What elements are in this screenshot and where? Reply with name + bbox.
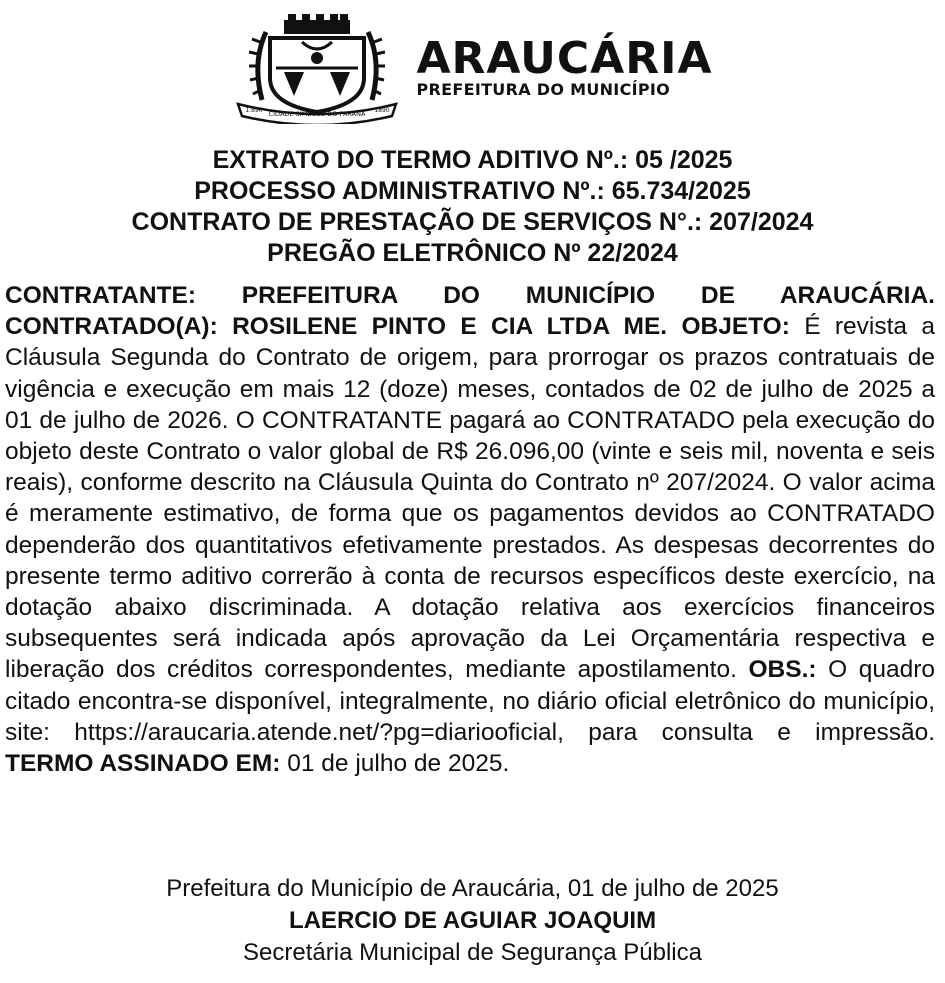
termo-date: 01 de julho de 2025. (287, 750, 510, 778)
brand-name: ARAUCÁRIA (416, 33, 713, 85)
document-titles (0, 145, 945, 269)
contratante-value: PREFEITURA DO MUNICÍPIO DE ARAUCÁRIA. (241, 282, 935, 309)
title-processo: PROCESSO ADMINISTRATIVO Nº.: 65.734/2025 (194, 177, 751, 205)
contratado-label: CONTRATADO(A): (5, 313, 218, 341)
obs-label: OBS.: (748, 656, 817, 684)
objeto-text: É revista a Cláusula Segunda do Contrato de origem, para prorrogar os prazos contratuais de vigência e execução em mais 12 (doze) meses, contados de 02 de julho de 2025 a 01 de julho de 2026. O CONTRATANTE pagará ao CONTRATADO pela execução do objeto deste Contrato o valor global de R$ 26.096,00 (vinte e seis mil, noventa e seis reais), conforme descrito na Cláusula Quinta do Contrato nº 207/2024. O valor acima é meramente estimativo, de forma que os pagamentos devidos ao CONTRATADO dependerão dos quantitativos efetivamente prestados. As despesas decorrentes do presente termo aditivo correrão à conta de recursos específicos deste exercício, na dotação abaixo discriminada. A dotação relativa aos exercícios financeiros subsequentes será indicada após aprovação da Lei Orçamentária respectiva e liberação dos créditos correspondentes, mediante apostilamento. (5, 313, 936, 684)
termo-label: TERMO ASSINADO EM: (5, 750, 281, 778)
place-date: Prefeitura do Município de Araucária, 01 de julho de 2025 (166, 875, 779, 902)
objeto-label: OBJETO: (681, 313, 790, 341)
obs-text: O quadro citado encontra-se disponível, integralmente, no diário oficial eletrônico do município, site: https://araucaria.atende.net/?pg=diariooficial, para consulta e impressão. (5, 656, 936, 746)
extract-body (5, 280, 935, 779)
crest-year-right: 1890 (374, 107, 391, 114)
coat-of-arms-icon (232, 12, 402, 124)
signer-name: LAERCIO DE AGUIAR JOAQUIM (288, 907, 657, 934)
signature-block (0, 873, 945, 969)
letterhead (0, 8, 945, 128)
crest-year-left: 1.890 (245, 107, 264, 114)
brand-subtitle: PREFEITURA DO MUNICÍPIO (416, 80, 671, 100)
title-pregao: PREGÃO ELETRÔNICO Nº 22/2024 (267, 239, 678, 267)
title-contrato: CONTRATO DE PRESTAÇÃO DE SERVIÇOS N°.: 207/2024 (131, 208, 814, 236)
title-termo-aditivo: EXTRATO DO TERMO ADITIVO Nº.: 05 /2025 (212, 146, 733, 174)
contratado-value: ROSILENE PINTO E CIA LTDA ME. (232, 313, 668, 341)
municipality-brand (416, 33, 713, 100)
signer-department: Secretária Municipal de Segurança Pública (243, 939, 702, 966)
contratante-label: CONTRATANTE: (5, 282, 196, 309)
crest-ribbon-text: CIDADE SÍMBOLO DO PARANÁ (269, 110, 366, 118)
